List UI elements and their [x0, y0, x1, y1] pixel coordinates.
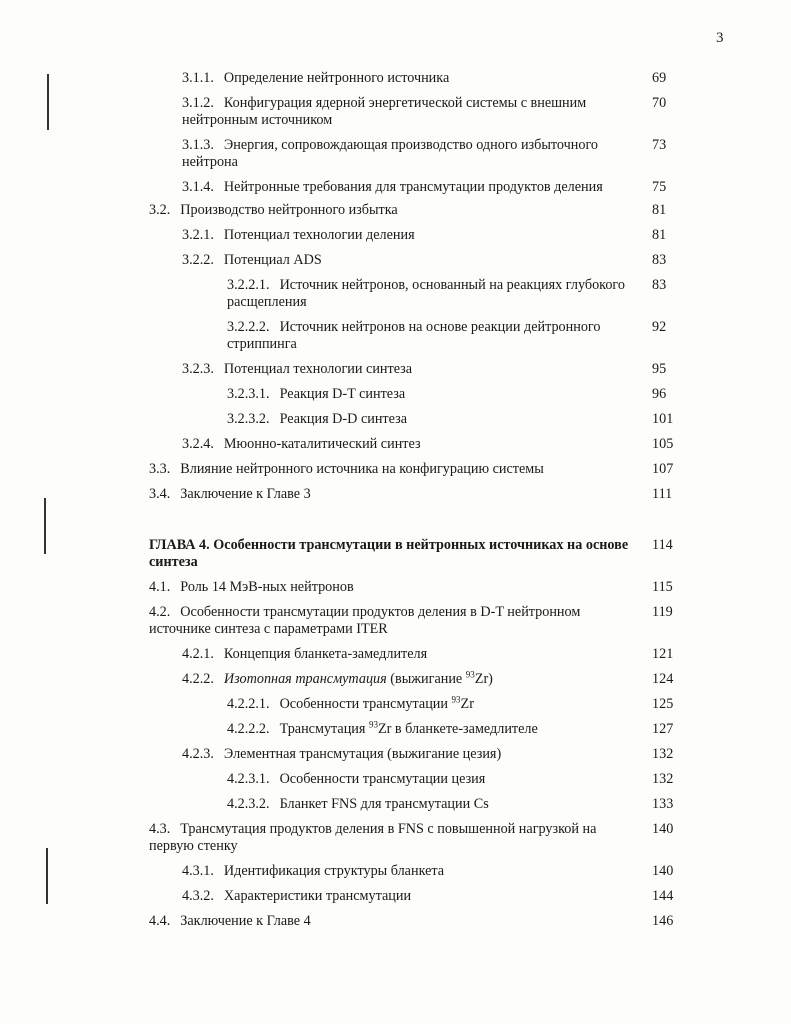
toc-entry-page: 125	[652, 696, 674, 712]
toc-entry-title	[182, 436, 642, 453]
toc-entry-number: 3.1.1.	[182, 70, 214, 86]
toc-entry-title	[182, 227, 642, 244]
toc-entry-number: 3.2.2.	[182, 252, 214, 268]
toc-entry-number: 4.2.1.	[182, 646, 214, 662]
toc-entry-text: Характеристики трансмутации	[223, 888, 412, 904]
toc-entry-number: 3.2.2.2.	[227, 319, 270, 335]
toc-entry-page: 144	[652, 888, 674, 904]
toc-entry-text: Определение нейтронного источника	[223, 70, 450, 86]
toc-entry-number: 4.2.2.2.	[227, 721, 270, 737]
toc-entry-text: Особенности трансмутации цезия	[279, 771, 486, 787]
toc-entry-title	[227, 696, 642, 713]
toc-entry-title	[182, 179, 642, 196]
toc-entry-text: Zr в бланкете-замедлителе	[377, 721, 538, 737]
toc-entry-number: 4.2.3.	[182, 746, 214, 762]
toc-entry-page: 140	[652, 863, 674, 879]
toc-entry-number: 3.2.2.1.	[227, 277, 270, 293]
toc-entry-page: 73	[652, 137, 667, 153]
toc-entry-text: Потенциал ADS	[223, 252, 322, 268]
toc-entry-text: Zr)	[474, 671, 493, 687]
toc-entry-number: 4.2.2.1.	[227, 696, 270, 712]
toc-entry-text: ГЛАВА 4. Особенности трансмутации в нейтронных источниках на основе синтеза	[149, 537, 629, 570]
toc-entry-title	[227, 277, 642, 311]
toc-entry-text: Особенности трансмутации	[279, 696, 452, 712]
toc-entry-text: Нейтронные требования для трансмутации продуктов деления	[223, 179, 603, 195]
toc-entry-number: 3.1.2.	[182, 95, 214, 111]
toc-entry-title	[182, 671, 642, 688]
toc-entry-text: Потенциал технологии синтеза	[223, 361, 413, 377]
toc-entry-number: 3.1.4.	[182, 179, 214, 195]
toc-entry-text: Энергия, сопровождающая производство одного избыточного нейтрона	[182, 137, 599, 170]
toc-entry-text: Мюонно-каталитический синтез	[223, 436, 421, 452]
scan-mark-3	[46, 848, 48, 904]
toc-entry-page: 83	[652, 252, 667, 268]
toc-entry-page: 146	[652, 913, 674, 929]
toc-entry-text: Заключение к Главе 4	[180, 913, 311, 929]
toc-entry-text: Реакция D-D синтеза	[279, 411, 408, 427]
toc-entry-number: 4.3.	[149, 821, 171, 837]
toc-entry-number: 3.2.4.	[182, 436, 214, 452]
toc-entry-page: 81	[652, 202, 667, 218]
toc-entry-text: Трансмутация	[279, 721, 369, 737]
toc-entry-number: 4.4.	[149, 913, 171, 929]
toc-entry-number: 3.2.3.1.	[227, 386, 270, 402]
toc-entry-title	[149, 202, 629, 219]
toc-entry-number: 4.3.2.	[182, 888, 214, 904]
toc-entry-text: (выжигание	[386, 671, 466, 687]
toc-entry-text: Бланкет FNS для трансмутации Cs	[279, 796, 489, 812]
toc-entry-title	[149, 537, 629, 571]
toc-entry-title	[182, 746, 642, 763]
page-number: 3	[716, 30, 724, 46]
toc-entry-text: Элементная трансмутация (выжигание цезия)	[223, 746, 502, 762]
toc-entry-page: 121	[652, 646, 674, 662]
toc-entry-text: Zr	[460, 696, 474, 712]
toc-entry-title	[227, 386, 642, 403]
toc-entry-text-italic: Изотопная трансмутация	[223, 671, 387, 687]
toc-entry-number: 4.2.3.2.	[227, 796, 270, 812]
toc-entry-page: 115	[652, 579, 673, 595]
toc-entry-title	[149, 821, 629, 855]
toc-entry-text: Источник нейтронов на основе реакции дейтронного стриппинга	[227, 319, 601, 352]
toc-entry-page: 127	[652, 721, 674, 737]
toc-entry-text: Влияние нейтронного источника на конфигурацию системы	[180, 461, 544, 477]
toc-entry-text: Производство нейтронного избытка	[180, 202, 398, 218]
toc-entry-title	[227, 319, 642, 353]
toc-entry-number: 4.2.3.1.	[227, 771, 270, 787]
toc-entry-page: 133	[652, 796, 674, 812]
toc-entry-text: Заключение к Главе 3	[180, 486, 311, 502]
toc-entry-title	[149, 486, 629, 503]
toc-entry-number: 4.2.2.	[182, 671, 214, 687]
toc-entry-title	[182, 863, 642, 880]
toc-entry-page: 140	[652, 821, 674, 837]
toc-entry-title	[227, 411, 642, 428]
toc-entry-title	[182, 646, 642, 663]
toc-entry-title	[227, 771, 642, 788]
toc-entry-page: 92	[652, 319, 667, 335]
toc-entry-text: Трансмутация продуктов деления в FNS с повышенной нагрузкой на первую стенку	[149, 821, 597, 854]
scan-mark-1	[47, 74, 49, 130]
toc-entry-page: 111	[652, 486, 673, 502]
toc-entry-page: 81	[652, 227, 667, 243]
isotope-mass-number: 93	[368, 719, 378, 730]
toc-entry-page: 95	[652, 361, 667, 377]
toc-entry-number: 3.2.3.	[182, 361, 214, 377]
toc-entry-text: Реакция D-T синтеза	[279, 386, 406, 402]
toc-entry-text: Потенциал технологии деления	[223, 227, 415, 243]
toc-entry-text: Особенности трансмутации продуктов деления в D-T нейтронном источнике синтеза с параметрами ITER	[149, 604, 581, 637]
toc-entry-page: 69	[652, 70, 667, 86]
toc-entry-title	[149, 579, 629, 596]
toc-entry-title	[182, 137, 642, 171]
toc-entry-title	[227, 796, 642, 813]
toc-entry-number: 3.2.	[149, 202, 171, 218]
toc-entry-page: 101	[652, 411, 674, 427]
scan-mark-2	[44, 498, 46, 554]
isotope-mass-number: 93	[465, 669, 475, 680]
toc-entry-title	[227, 721, 642, 738]
toc-entry-page: 107	[652, 461, 674, 477]
toc-entry-text: Идентификация структуры бланкета	[223, 863, 445, 879]
toc-entry-page: 132	[652, 771, 674, 787]
toc-entry-page: 124	[652, 671, 674, 687]
toc-entry-number: 4.2.	[149, 604, 171, 620]
toc-entry-text: Источник нейтронов, основанный на реакциях глубокого расщепления	[227, 277, 625, 310]
toc-entry-number: 3.2.1.	[182, 227, 214, 243]
toc-entry-title	[182, 888, 642, 905]
toc-entry-page: 114	[652, 537, 673, 553]
toc-entry-number: 4.3.1.	[182, 863, 214, 879]
toc-entry-page: 119	[652, 604, 673, 620]
isotope-mass-number: 93	[451, 694, 461, 705]
toc-entry-title	[149, 604, 629, 638]
toc-entry-page: 75	[652, 179, 667, 195]
toc-entry-title	[182, 70, 642, 87]
toc-entry-number: 3.2.3.2.	[227, 411, 270, 427]
toc-entry-number: 3.4.	[149, 486, 171, 502]
toc-entry-text: Конфигурация ядерной энергетической системы с внешним нейтронным источником	[182, 95, 587, 128]
toc-entry-title	[182, 361, 642, 378]
toc-entry-number: 3.1.3.	[182, 137, 214, 153]
toc-entry-page: 105	[652, 436, 674, 452]
toc-entry-text: Роль 14 МэВ-ных нейтронов	[180, 579, 354, 595]
toc-entry-title	[149, 461, 629, 478]
toc-entry-text: Концепция бланкета-замедлителя	[223, 646, 428, 662]
toc-entry-page: 132	[652, 746, 674, 762]
toc-entry-page: 70	[652, 95, 667, 111]
toc-entry-page: 96	[652, 386, 667, 402]
toc-entry-title	[182, 252, 642, 269]
toc-entry-page: 83	[652, 277, 667, 293]
toc-entry-title	[149, 913, 629, 930]
toc-entry-title	[182, 95, 642, 129]
toc-entry-number: 4.1.	[149, 579, 171, 595]
toc-entry-number: 3.3.	[149, 461, 171, 477]
